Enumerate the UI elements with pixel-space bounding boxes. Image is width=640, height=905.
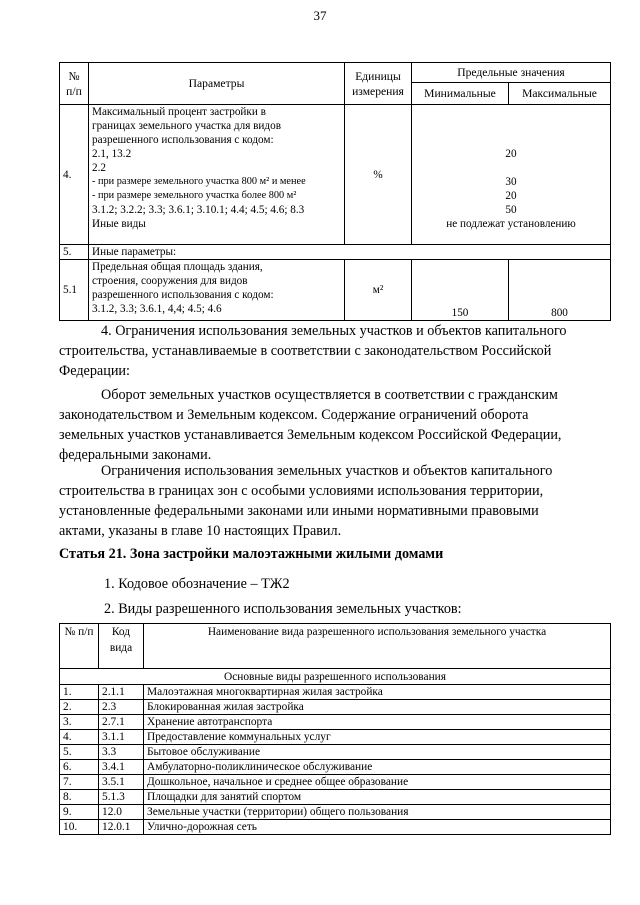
header-unit: Единицы измерения	[345, 63, 412, 105]
row-unit: %	[345, 105, 412, 245]
header-param: Параметры	[89, 63, 345, 105]
table-row: 7. 3.5.1 Дошкольное, начальное и среднее общее образование	[60, 775, 611, 790]
parameters-table	[59, 62, 611, 321]
table-row	[60, 105, 611, 245]
table-row: 5. 3.3 Бытовое обслуживание	[60, 745, 611, 760]
table-row	[60, 245, 611, 260]
row-values: 20 30 20 50 не подлежат установлению	[412, 105, 611, 245]
row-num: 5.	[60, 245, 89, 260]
header-limits: Предельные значения	[412, 63, 611, 83]
section-header: Основные виды разрешенного использования	[60, 669, 611, 685]
table-row: 3. 2.7.1 Хранение автотранспорта	[60, 715, 611, 730]
code-designation: 1. Кодовое обозначение – ТЖ2	[104, 576, 290, 592]
article-heading: Статья 21. Зона застройки малоэтажными жилыми домами	[59, 546, 444, 562]
paragraph-restrictions: 4. Ограничения использования земельных участков и объектов капитального строительства, устанавливаемые в соответствии с законодательством Российской Федерации:	[59, 323, 567, 379]
row-num: 5.1	[60, 260, 89, 321]
paragraph-land-turnover: Оборот земельных участков осуществляется в соответствии с гражданским законодательством и Земельным кодексом. Содержание ограничений оборота земельных участков устанавливается Земельным кодексом Российской Федерации, федеральными законами.	[59, 387, 562, 463]
header-code: Код вида	[99, 624, 144, 669]
paragraph-special-zones: Ограничения использования земельных участков и объектов капитального строительства в границах зон с особыми условиями использования территории, установленные федеральными законами или иными нормативными правовыми актами, указаны в главе 10 настоящих Правил.	[59, 463, 553, 539]
permitted-uses-table	[59, 623, 611, 835]
row-unit: м²	[345, 260, 412, 321]
row-max: 800	[509, 260, 611, 321]
page-number: 37	[313, 8, 327, 23]
table-row: 2. 2.3 Блокированная жилая застройка	[60, 700, 611, 715]
permitted-uses-title: 2. Виды разрешенного использования земельных участков:	[104, 601, 462, 617]
row-param: Предельная общая площадь здания, строения, сооружения для видов разрешенного использования с кодом: 3.1.2, 3.3; 3.6.1, 4,4; 4.5; 4.6	[89, 260, 345, 321]
table-row: 6. 3.4.1 Амбулаторно-поликлиническое обслуживание	[60, 760, 611, 775]
table-row	[60, 260, 611, 321]
row-min: 150	[412, 260, 509, 321]
table-row: 1. 2.1.1 Малоэтажная многоквартирная жилая застройка	[60, 685, 611, 700]
table-row: 8. 5.1.3 Площадки для занятий спортом	[60, 790, 611, 805]
row-param: Максимальный процент застройки в границах земельного участка для видов разрешенного использования с кодом: 2.1, 13.2 2.2 - при размере земельного участка 800 м² и менее - при размере земельного участка более 800 м² 3.1.2; 3.2.2; 3.3; 3.6.1; 3.10.1; 4.4; 4.5; 4.6; 8.3 Иные виды	[89, 105, 345, 245]
header-num: № п/п	[60, 624, 99, 669]
header-min: Минимальные	[412, 83, 509, 105]
row-num: 4.	[60, 105, 89, 245]
table-row: 9. 12.0 Земельные участки (территории) общего пользования	[60, 805, 611, 820]
row-param: Иные параметры:	[89, 245, 611, 260]
header-num: № п/п	[60, 63, 89, 105]
table-row: 4. 3.1.1 Предоставление коммунальных услуг	[60, 730, 611, 745]
table-row: 10. 12.0.1 Улично-дорожная сеть	[60, 820, 611, 835]
header-max: Максимальные	[509, 83, 611, 105]
header-name: Наименование вида разрешенного использования земельного участка	[144, 624, 611, 669]
